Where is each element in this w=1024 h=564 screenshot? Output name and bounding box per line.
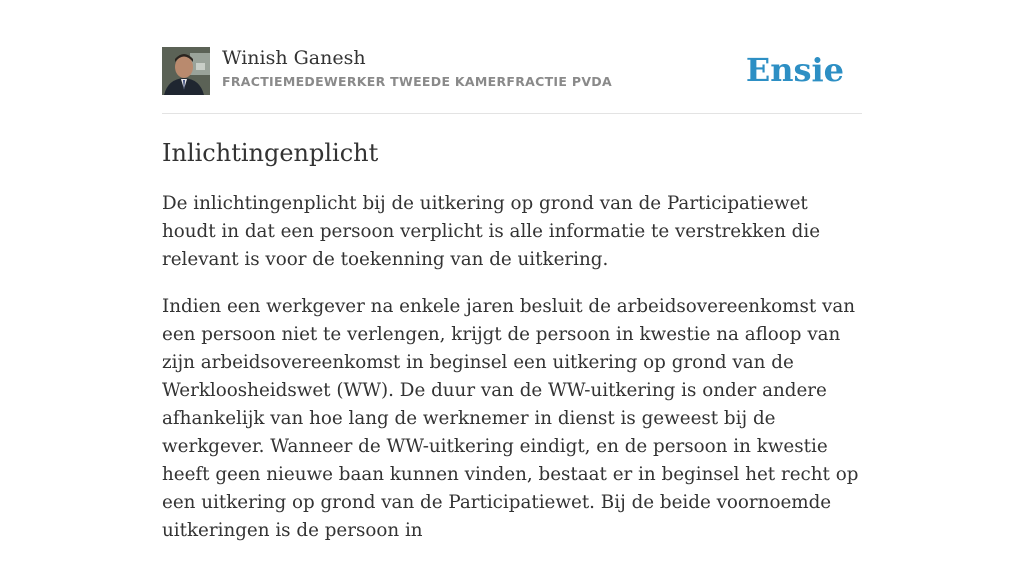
article-paragraph: De inlichtingenplicht bij de uitkering op grond van de Participatiewet houdt in dat een persoon verplicht is alle informatie te verstrekken die relevant is voor de toekenning van de uitkering. (162, 193, 821, 270)
article-title: Inlichtingenplicht (162, 139, 379, 167)
article-body (162, 190, 862, 564)
author-header (162, 46, 862, 96)
avatar[interactable] (162, 47, 210, 95)
person-photo-icon (162, 47, 210, 95)
author-name[interactable]: Winish Ganesh (222, 47, 366, 69)
article-paragraph: Indien een werkgever na enkele jaren besluit de arbeidsovereenkomst van een persoon niet te verlengen, krijgt de persoon in kwestie na afloop van zijn arbeidsovereenkomst in beginsel een uitkering op grond van de Werkloosheidswet (WW). De duur van de WW-uitkering is onder andere afhankelijk van hoe lang de werknemer in dienst is geweest bij de werkgever. Wanneer de WW-uitkering eindigt, en de persoon in kwestie heeft geen nieuwe baan kunnen vinden, bestaat er in beginsel het recht op een uitkering op grond van de Participatiewet. Bij de beide voornoemde uitkeringen is de persoon in (162, 296, 859, 541)
author-role: FRACTIEMEDEWERKER TWEEDE KAMERFRACTIE PVDA (222, 74, 612, 89)
brand-logo[interactable]: Ensie (745, 51, 844, 89)
header-divider (162, 113, 862, 114)
